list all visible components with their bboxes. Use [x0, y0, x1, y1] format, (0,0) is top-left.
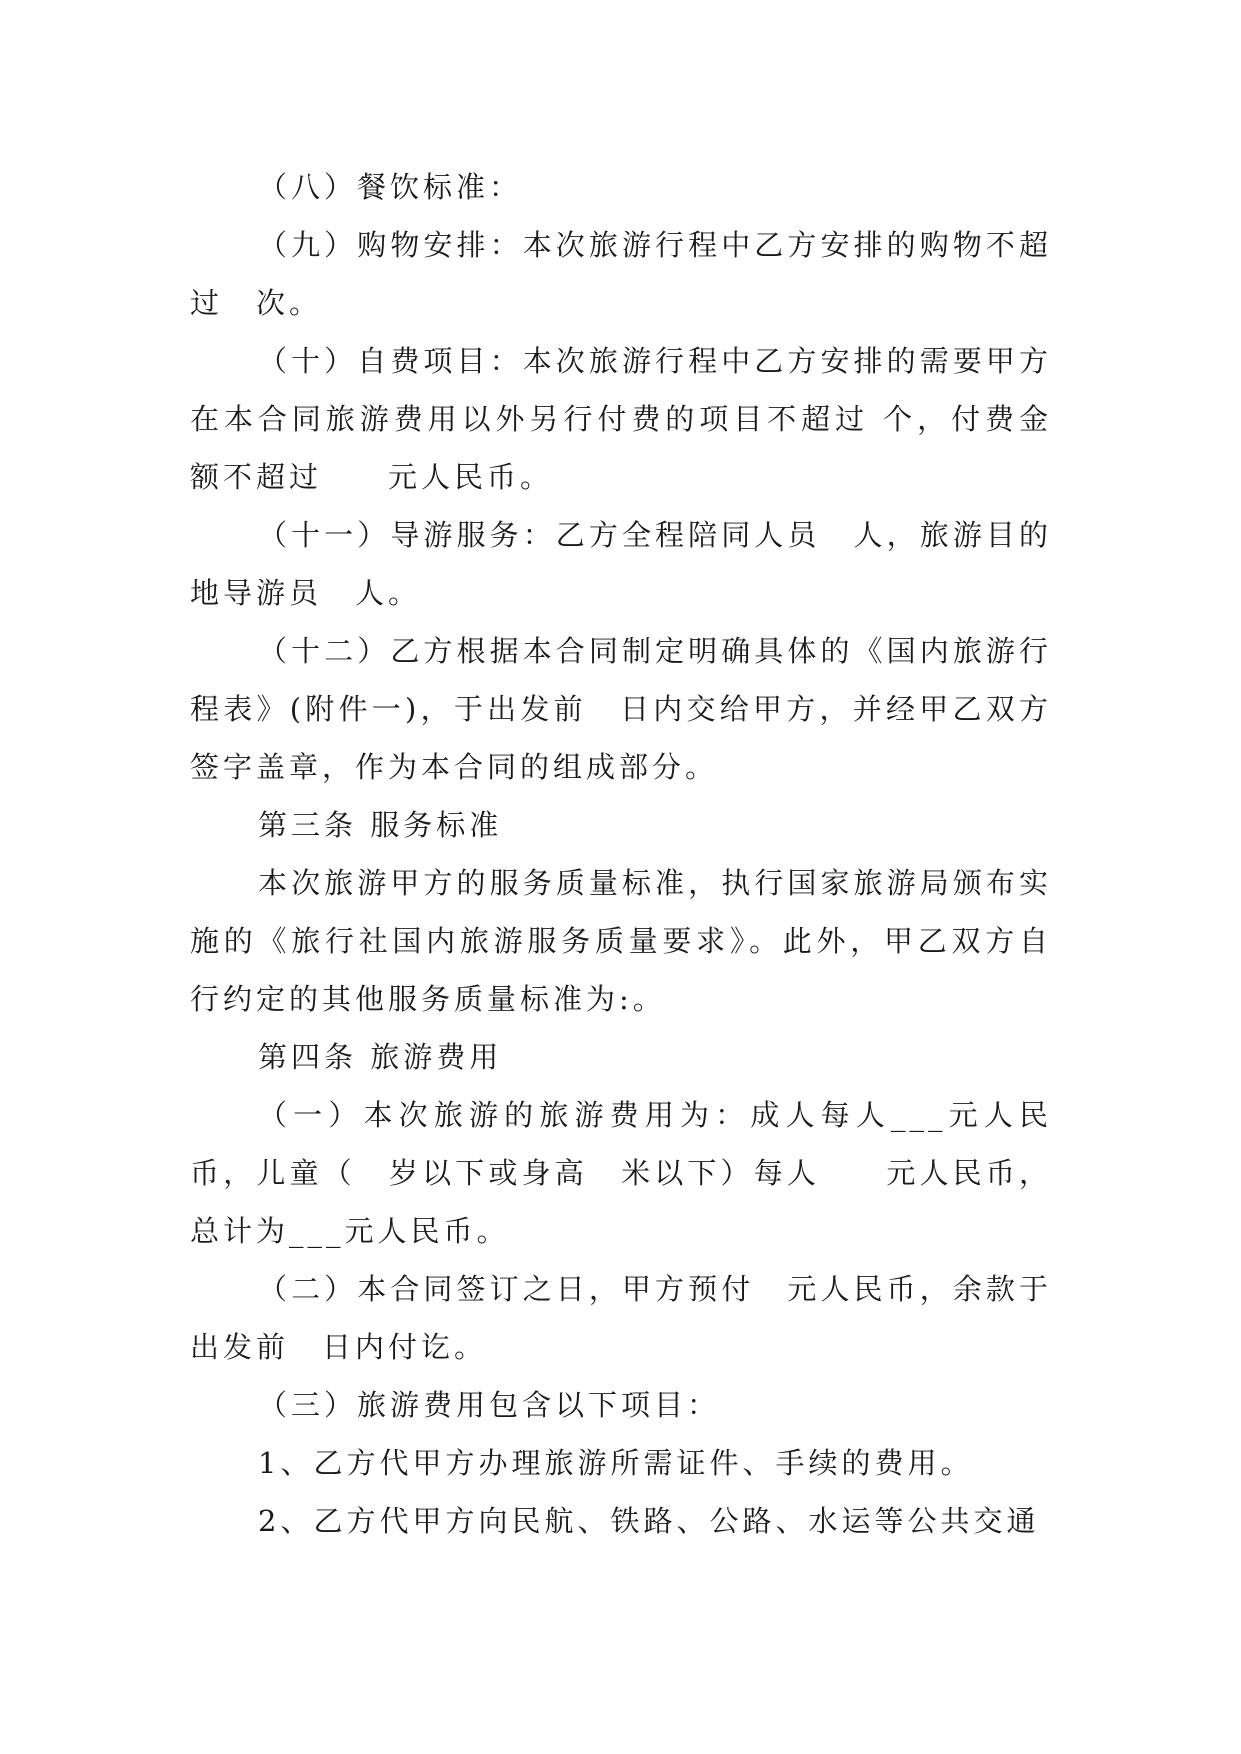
document-body — [190, 158, 1066, 1550]
paragraph-service-quality: 本次旅游甲方的服务质量标准，执行国家旅游局颁布实施的《旅行社国内旅游服务质量要求》。此外，甲乙双方自行约定的其他服务质量标准为:。 — [190, 866, 1052, 1016]
paragraph-travel-fee: （一）本次旅游的旅游费用为：成人每人___元人民币，儿童（ 岁以下或身高 米以下）每人 元人民币， 总计为___元人民币。 — [190, 1098, 1066, 1248]
paragraph-fee-includes: （三）旅游费用包含以下项目： — [258, 1388, 721, 1422]
heading-article-4: 第四条 旅游费用 — [258, 1040, 503, 1074]
paragraph-optional-items: （十）自费项目：本次旅游行程中乙方安排的需要甲方在本合同旅游费用以外另行付费的项目不超过 个，付费金额不超过 元人民币。 — [190, 344, 1052, 494]
list-item-transport-fee: 2、乙方代甲方向民航、铁路、公路、水运等公共交通 — [258, 1504, 1040, 1538]
list-item-documents-fee: 1、乙方代甲方办理旅游所需证件、手续的费用。 — [258, 1446, 974, 1480]
heading-article-3: 第三条 服务标准 — [258, 808, 503, 842]
paragraph-guide-service: （十一）导游服务：乙方全程陪同人员 人，旅游目的地导游员 人。 — [190, 518, 1052, 610]
paragraph-prepayment: （二）本合同签订之日，甲方预付 元人民币，余款于出发前 日内付讫。 — [190, 1272, 1052, 1364]
paragraph-dining-standard: （八）餐饮标准： — [258, 170, 523, 204]
paragraph-shopping-arrangement: （九）购物安排：本次旅游行程中乙方安排的购物不超过 次。 — [190, 228, 1052, 320]
paragraph-itinerary: （十二）乙方根据本合同制定明确具体的《国内旅游行程表》(附件一)，于出发前 日内交给甲方，并经甲乙双方签字盖章，作为本合同的组成部分。 — [190, 634, 1052, 784]
